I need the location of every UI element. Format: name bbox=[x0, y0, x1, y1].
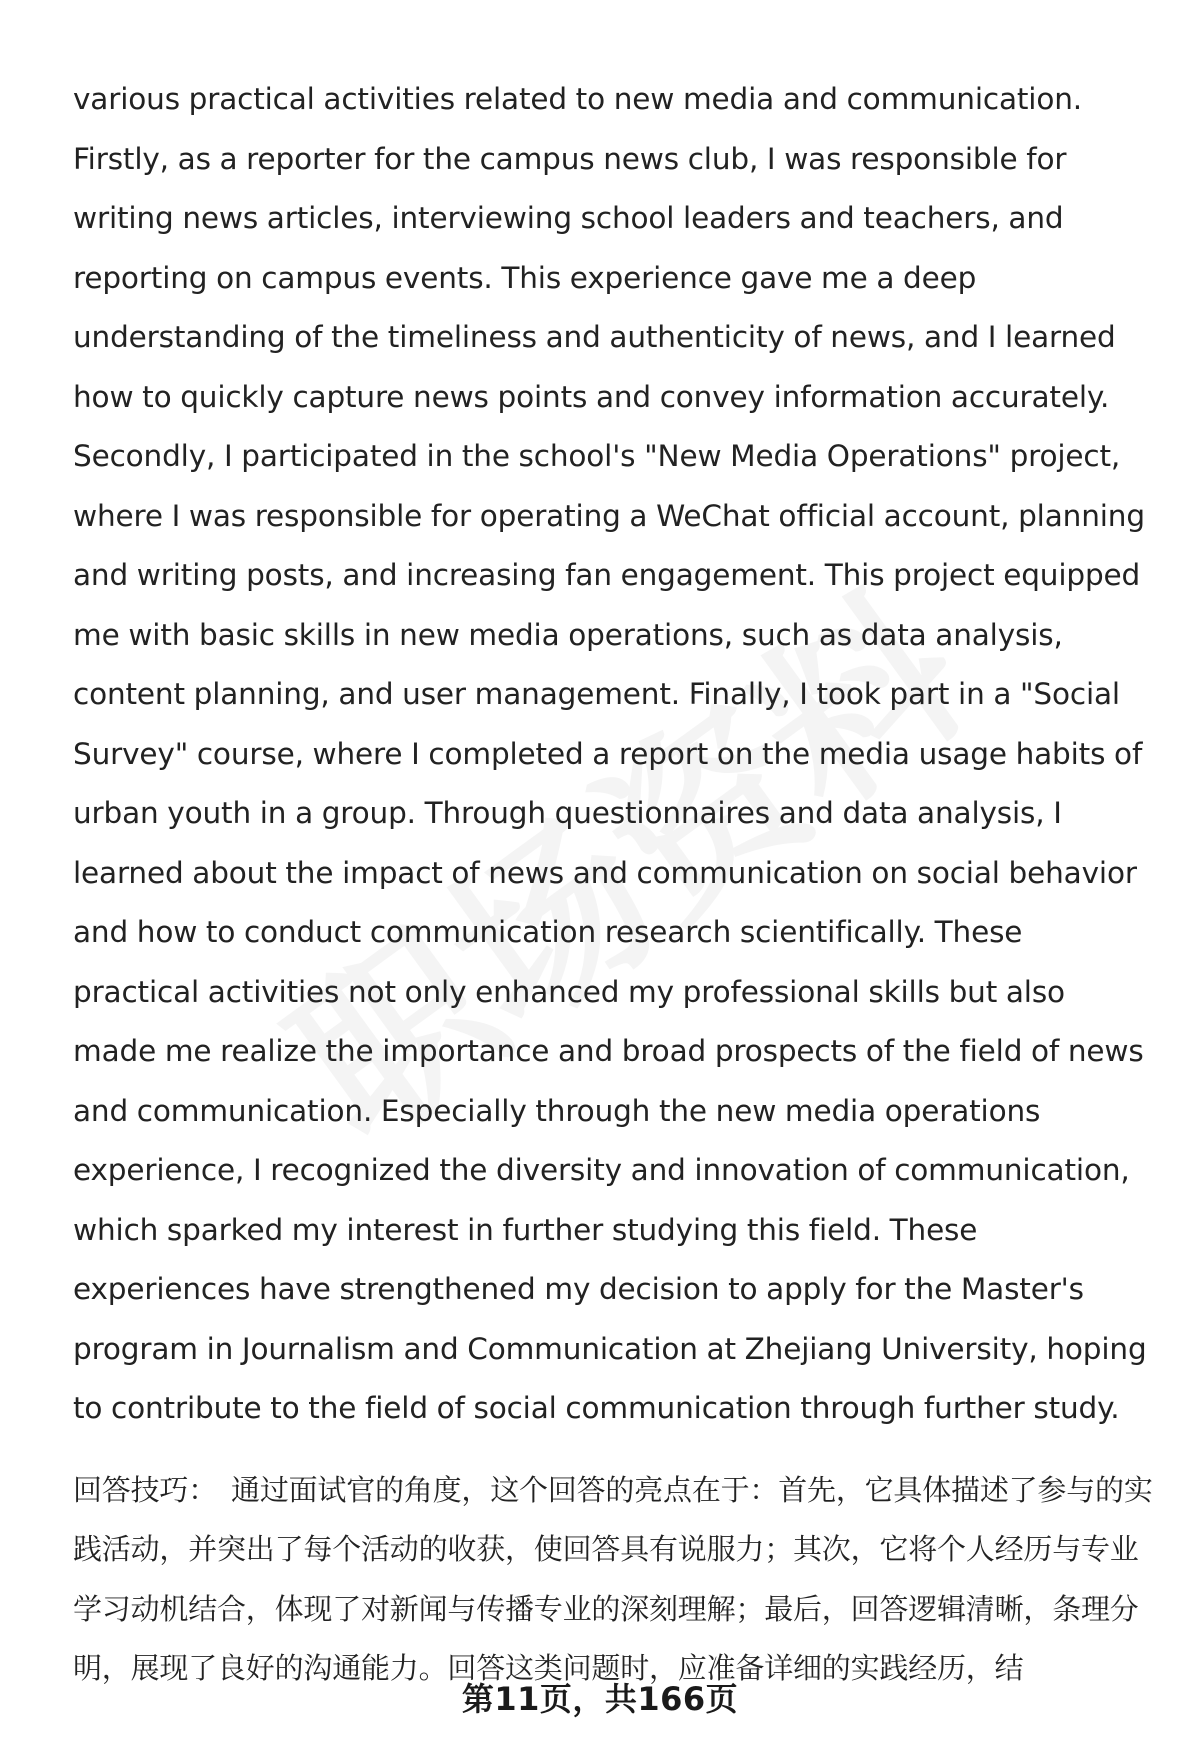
tip-label: 回答技巧： bbox=[73, 1472, 218, 1507]
tip-text: 通过面试官的角度，这个回答的亮点在于：首先，它具体描述了参与的实践活动，并突出了每个活动的收获，使回答具有说服力；其次，它将个人经历与专业学习动机结合，体现了对新闻与传播专业的深刻理解；最后，回答逻辑清晰，条理分明，展现了良好的沟通能力。回答这类问题时，应准备详细的实践经历，结 bbox=[73, 1472, 1153, 1685]
page-content bbox=[73, 70, 1153, 1699]
page-number-footer: 第11页，共166页 bbox=[461, 1680, 739, 1718]
answer-paragraph: various practical activities related to new media and communication. Firstly, as a reporter for the campus news club, I was responsible for writing news articles, interviewing school leaders and teachers, and reporting on campus events. This experience gave me a deep understanding of the timeliness and authenticity of news, and I learned how to quickly capture news points and convey information accurately. Secondly, I participated in the school's "New Media Operations" project, where I was responsible for operating a WeChat official account, planning and writing posts, and increasing fan engagement. This project equipped me with basic skills in new media operations, such as data analysis, content planning, and user management. Finally, I took part in a "Social Survey" course, where I completed a report on the media usage habits of urban youth in a group. Through questionnaires and data analysis, I learned about the impact of news and communication on social behavior and how to conduct communication research scientifically. These practical activities not only enhanced my professional skills but also made me realize the importance and broad prospects of the field of news and communication. Especially through the new media operations experience, I recognized the diversity and innovation of communication, which sparked my interest in further studying this field. These experiences have strengthened my decision to apply for the Master's program in Journalism and Communication at Zhejiang University, hoping to contribute to the field of social communication through further study. bbox=[73, 82, 1147, 1425]
answer-tip-paragraph bbox=[73, 1461, 1153, 1699]
